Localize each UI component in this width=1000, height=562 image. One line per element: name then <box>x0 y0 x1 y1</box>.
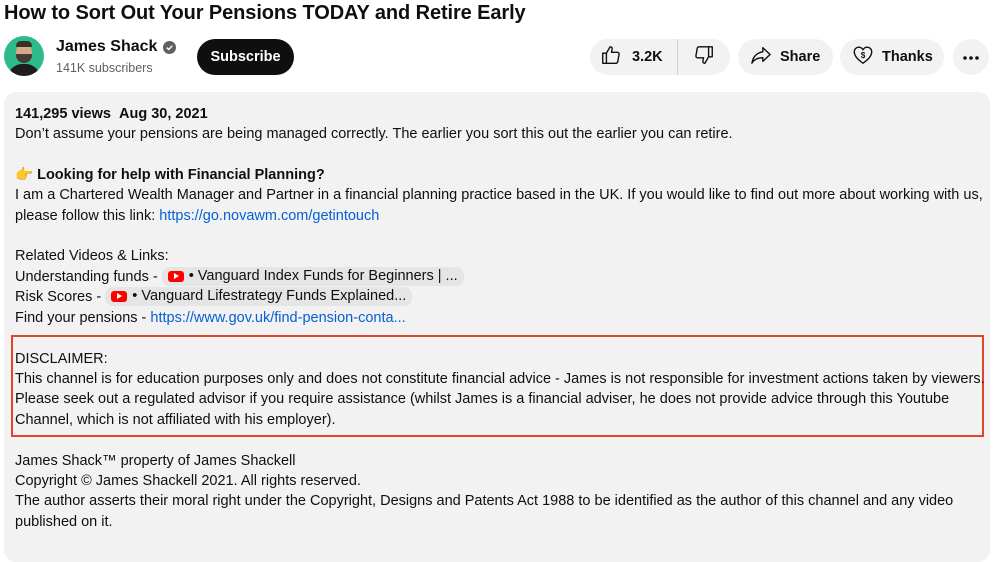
share-label: Share <box>780 49 821 65</box>
subscriber-count: 141K subscribers <box>56 61 153 75</box>
more-horizontal-icon <box>962 48 980 66</box>
video-title: How to Sort Out Your Pensions TODAY and Retire Early <box>4 2 526 24</box>
subscribe-button[interactable]: Subscribe <box>197 39 294 75</box>
thanks-button[interactable] <box>840 39 944 75</box>
disclaimer-line-3: Channel, which is not affiliated with his employer). <box>15 412 336 428</box>
thumbs-down-icon <box>693 44 715 70</box>
help-body-line-1: I am a Chartered Wealth Manager and Partner in a financial planning practice based in the UK. If you would like to find out more about working with us, <box>15 187 983 203</box>
help-link[interactable]: https://go.novawm.com/getintouch <box>159 208 380 224</box>
moral-rights-line-2: published on it. <box>15 514 113 530</box>
find-pensions-link[interactable]: https://www.gov.uk/find-pension-conta... <box>150 310 406 326</box>
find-pensions-row <box>15 308 406 328</box>
more-actions-button[interactable] <box>953 39 989 75</box>
copyright-line: Copyright © James Shackell 2021. All rights reserved. <box>15 473 361 489</box>
channel-avatar[interactable] <box>4 36 44 76</box>
trademark-line: James Shack™ property of James Shackell <box>15 453 296 469</box>
share-button[interactable] <box>738 39 833 75</box>
view-count: 141,295 views <box>15 106 111 122</box>
help-heading: Looking for help with Financial Planning? <box>37 167 325 183</box>
disclaimer-line-1: This channel is for education purposes only and does not constitute financial advice - James is not responsible for investment actions taken by viewers. <box>15 371 985 387</box>
description-intro: Don’t assume your pensions are being managed correctly. The earlier you sort this out the earlier you can retire. <box>15 126 733 142</box>
thumbs-up-icon <box>600 44 622 70</box>
like-dislike-group <box>590 39 730 75</box>
channel-name[interactable]: James Shack <box>56 38 158 55</box>
help-body-prefix: please follow this link: <box>15 208 160 224</box>
channel-name-row[interactable] <box>56 38 176 56</box>
upload-date: Aug 30, 2021 <box>119 106 208 122</box>
risk-scores-label: Risk Scores - <box>15 289 106 305</box>
youtube-icon <box>111 291 127 302</box>
view-date-row <box>15 104 208 124</box>
help-body-line-2 <box>15 206 379 226</box>
understanding-funds-row <box>15 267 464 287</box>
verified-icon <box>163 41 176 54</box>
find-pensions-label: Find your pensions - <box>15 310 151 326</box>
dislike-button[interactable] <box>678 39 730 75</box>
like-button[interactable] <box>590 39 678 75</box>
youtube-icon <box>168 271 184 282</box>
svg-text:$: $ <box>860 50 866 60</box>
thanks-label: Thanks <box>882 49 933 65</box>
moral-rights-line-1: The author asserts their moral right under the Copyright, Designs and Patents Act 1988 to be identified as the author of this channel and any video <box>15 493 954 509</box>
heart-dollar-icon <box>852 44 874 70</box>
risk-scores-row <box>15 287 412 307</box>
video-chip-title: • Vanguard Index Funds for Beginners | ... <box>188 268 458 285</box>
like-count: 3.2K <box>632 49 663 65</box>
disclaimer-heading: DISCLAIMER: <box>15 351 108 367</box>
video-chip-lifestrategy[interactable] <box>105 287 412 306</box>
help-heading-row <box>15 165 325 185</box>
pointing-hand-icon: 👉 <box>15 167 34 183</box>
disclaimer-line-2: Please seek out a regulated advisor if you require assistance (whilst James is a financial adviser, he does not provide advice through this Youtube <box>15 391 950 407</box>
related-heading: Related Videos & Links: <box>15 248 169 264</box>
video-chip-title: • Vanguard Lifestrategy Funds Explained... <box>132 288 407 305</box>
understanding-funds-label: Understanding funds - <box>15 269 162 285</box>
video-chip-index-funds[interactable] <box>162 267 464 286</box>
share-icon <box>750 45 772 69</box>
